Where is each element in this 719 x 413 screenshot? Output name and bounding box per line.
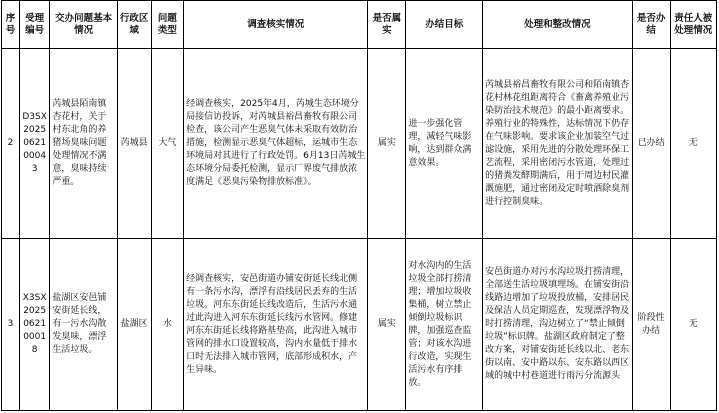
inspection-table bbox=[1, 0, 717, 411]
header-handling: 处理和整改情况 bbox=[483, 1, 633, 49]
cell-basic: 盐湖区安邑铺安街延长线，有一污水沟散发臭味，漂浮生活垃圾。 bbox=[50, 239, 117, 411]
cell-basic: 芮城县陌南镇杏花村，关于村东北角的养猪场臭味问题处理情况不满意，臭味持续严重。 bbox=[50, 49, 117, 239]
cell-done: 阶段性办结 bbox=[632, 239, 670, 411]
cell-investigation-text: 经调查核实，2025年4月，芮城生态环境分局接信访投诉，对芮城县裕昌畜牧有限公司检查，该公司产生恶臭气体未采取有效防治措施，检测显示恶臭气体超标，运城市生态环境局对其进行了行政处罚。6月13日芮城生态环境分局委托检测，显示厂界废气排放浓度满足《恶臭污染物排放标准》。 bbox=[186, 99, 366, 187]
cell-done: 已办结 bbox=[632, 49, 670, 239]
cell-handling bbox=[483, 239, 633, 411]
header-investigation: 调查核实情况 bbox=[184, 1, 368, 49]
cell-investigation bbox=[184, 49, 368, 239]
cell-goal: 进一步强化管理，减轻气味影响，达到群众满意效果。 bbox=[406, 49, 483, 239]
header-case-id: 受理编号 bbox=[19, 1, 50, 49]
header-done: 是否办结 bbox=[632, 1, 670, 49]
cell-region: 盐湖区 bbox=[117, 239, 151, 411]
cell-true: 属实 bbox=[368, 239, 406, 411]
cell-case-id: X3SX2025062100018 bbox=[19, 239, 50, 411]
cell-investigation-text: 经调查核实，安邑街道办铺安街延长线北侧有一条污水沟，漂浮有沿线居民丢弃的生活垃圾。河东东街延长线改造后，生活污水通过此沟进入河东东街延长线污水管网。修建河东东街延长线将路基垫高，此沟进入城市管网的排水口设置较高，沟内水量低于排水口时无法排入城市管网，底部形成积水，产生异味。 bbox=[186, 273, 358, 375]
table-row bbox=[2, 49, 717, 239]
header-type: 问题类型 bbox=[151, 1, 184, 49]
cell-punish: 无 bbox=[670, 49, 716, 239]
header-basic: 交办问题基本情况 bbox=[50, 1, 117, 49]
table-header-row bbox=[2, 1, 717, 49]
cell-handling-text: 芮城县裕昌畜牧有限公司和陌南镇杏花村林花组距离符合《畜禽养殖业污染防治技术规范》的最小距离要求。养殖行业的特殊性，达标情况下仍存在气味影响。要求该企业加装空气过滤设施，采用先进的分散处理环保工艺流程，采用密闭污水管道，处理过的猪粪发酵期满后，用于周边村民灌溉施肥，通过密闭及定时喷洒除臭剂进行控制臭味。 bbox=[485, 79, 630, 207]
cell-handling-text: 安邑街道办对污水沟垃圾打捞清理，全部送生活垃圾填埋场。在铺安街沿线路边增加了垃圾投放桶，安排居民及保洁人员定期巡查，发现漂浮物及时打捞清理，沟边树立了“禁止倾倒垃圾”标识牌。盐湖区政府制定了整改方案，对铺安街延长线以北、老东街以南、安中路以东、安东路以西区域的城中村巷道进行雨污分流源头 bbox=[485, 267, 630, 381]
cell-type: 大气 bbox=[151, 49, 184, 239]
cell-region: 芮城县 bbox=[117, 49, 151, 239]
table-row bbox=[2, 239, 717, 411]
header-goal: 办结目标 bbox=[406, 1, 483, 49]
cell-no: 2 bbox=[2, 49, 20, 239]
header-no: 序号 bbox=[2, 1, 20, 49]
cell-type: 水 bbox=[151, 239, 184, 411]
cell-punish: 无 bbox=[670, 239, 716, 411]
cell-handling bbox=[483, 49, 633, 239]
cell-true: 属实 bbox=[368, 49, 406, 239]
header-true: 是否属实 bbox=[368, 1, 406, 49]
cell-goal: 对水沟内的生活垃圾全部打捞清理；增加垃圾收集桶，树立禁止倾倒垃圾标识牌，加强巡查监管；对该水沟进行改造，实现生活污水有序排放。 bbox=[406, 239, 483, 411]
header-punish: 责任人被处理情况 bbox=[670, 1, 716, 49]
header-region: 行政区域 bbox=[117, 1, 151, 49]
cell-case-id: D3SX2025062100043 bbox=[19, 49, 50, 239]
cell-investigation bbox=[184, 239, 368, 411]
cell-no: 3 bbox=[2, 239, 20, 411]
